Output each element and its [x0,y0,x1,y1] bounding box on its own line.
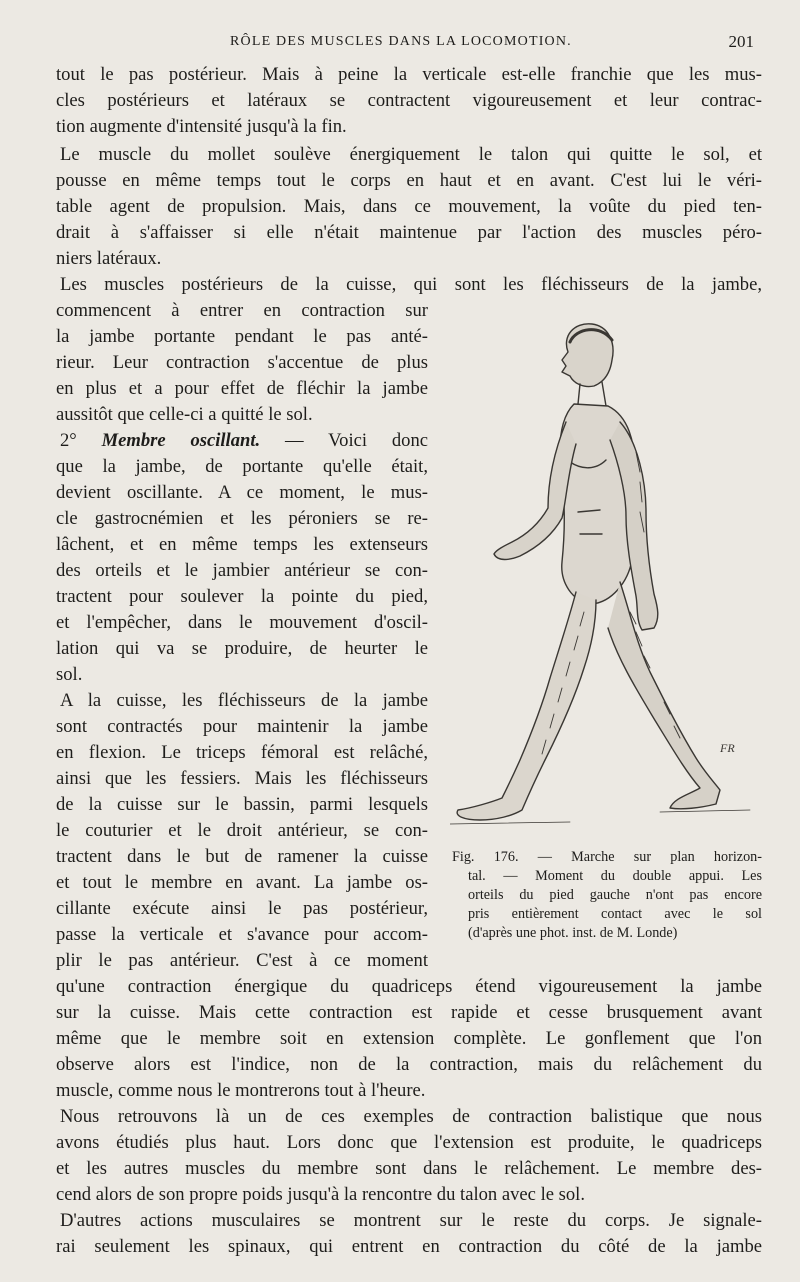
text-line: qu'une contraction énergique du quadriceps étend vigoureusement la jambe [56,976,762,997]
section-title: Membre oscillant. [101,430,261,451]
text-line: cillante exécute ainsi le pas postérieur, [56,898,428,919]
text-line: cles postérieurs et latéraux se contractent vigoureusement et leur contrac- [56,90,762,111]
text-line: aussitôt que celle-ci a quitté le sol. [56,404,313,425]
running-header [60,34,754,56]
text-line: drait à s'affaisser si elle n'était maintenue par l'action des muscles péro- [56,222,762,243]
page-number: 201 [728,32,754,51]
text-line: sur la cuisse. Mais cette contraction est rapide et cesse brusquement avant [56,1002,762,1023]
text-line: le couturier et le droit antérieur, se con- [56,820,428,841]
text-line: muscle, comme nous le montrerons tout à l'heure. [56,1080,426,1101]
text-line: sont contractés pour maintenir la jambe [56,716,428,737]
text-line: observe alors est l'indice, non de la contraction, mais du relâchement du [56,1054,762,1075]
text-line: même que le membre soit en extension complète. Le gonflement que l'on [56,1028,762,1049]
text-line: avons étudiés plus haut. Lors donc que l'extension est produite, le quadriceps [56,1132,762,1153]
text-line: la jambe portante pendant le pas anté- [56,326,428,347]
text-line: en flexion. Le triceps fémoral est relâché, [56,742,428,763]
text-line: que la jambe, de portante qu'elle était, [56,456,428,477]
caption-line: Fig. 176. — Marche sur plan horizon- [452,849,762,865]
text-line: tout le pas postérieur. Mais à peine la verticale est-elle franchie que les mus- [56,64,762,85]
figure-walking-man [450,312,760,842]
walking-man-illustration [450,312,760,842]
text-line: lation qui va se produire, de heurter le [56,638,428,659]
text-line: D'autres actions musculaires se montrent sur le reste du corps. Je signale- [60,1210,762,1231]
text-line: rieur. Leur contraction s'accentue de plus [56,352,428,373]
text-line: des orteils et le jambier antérieur se con- [56,560,428,581]
section-heading-line [60,428,428,454]
text-line: et l'empêcher, dans le mouvement d'oscil- [56,612,428,633]
section-number: 2° [60,430,77,451]
figure-caption [452,848,762,943]
text-line: tion augmente d'intensité jusqu'à la fin. [56,116,347,137]
text-line: A la cuisse, les fléchisseurs de la jambe [60,690,428,711]
text-line: Nous retrouvons là un de ces exemples de contraction balistique que nous [60,1106,762,1127]
text-line: de la cuisse sur le bassin, parmi lesquels [56,794,428,815]
caption-line: (d'après une phot. inst. de M. Londe) [468,925,678,941]
text-line: passe la verticale et s'avance pour accom- [56,924,428,945]
text-line: Le muscle du mollet soulève énergiquement le talon qui quitte le sol, et [60,144,762,165]
text-line: pousse en même temps tout le corps en haut et en avant. C'est lui le véri- [56,170,762,191]
text-line-tail: — Voici donc [285,430,429,451]
text-line: tractent dans le but de ramener la cuisse [56,846,428,867]
text-line: niers latéraux. [56,248,162,269]
caption-line: tal. — Moment du double appui. Les [468,868,762,884]
text-line: ainsi que les fessiers. Mais les fléchisseurs [56,768,428,789]
text-line: commencent à entrer en contraction sur [56,300,428,321]
text-line: plir le pas antérieur. C'est à ce moment [56,950,428,971]
text-line: table agent de propulsion. Mais, dans ce mouvement, la voûte du pied ten- [56,196,762,217]
text-line: rai seulement les spinaux, qui entrent en contraction du côté de la jambe [56,1236,762,1257]
text-line: cend alors de son propre poids jusqu'à la rencontre du talon avec le sol. [56,1184,585,1205]
text-line: en plus et a pour effet de fléchir la jambe [56,378,428,399]
caption-line: pris entièrement contact avec le sol [468,906,762,922]
running-title: RÔLE DES MUSCLES DANS LA LOCOMOTION. [230,34,572,49]
text-line: lâchent, et en même temps les extenseurs [56,534,428,555]
text-line: devient oscillante. A ce moment, le mus- [56,482,428,503]
text-line: Les muscles postérieurs de la cuisse, qui sont les fléchisseurs de la jambe, [60,274,762,295]
caption-line: orteils du pied gauche n'ont pas encore [468,887,762,903]
text-line: et tout le membre en avant. La jambe os- [56,872,428,893]
artist-signature: FR [720,741,735,755]
text-line: tractent pour soulever la pointe du pied, [56,586,428,607]
text-line: et les autres muscles du membre sont dans le relâchement. Le membre des- [56,1158,762,1179]
text-line: sol. [56,664,83,685]
text-line: cle gastrocnémien et les péroniers se re- [56,508,428,529]
